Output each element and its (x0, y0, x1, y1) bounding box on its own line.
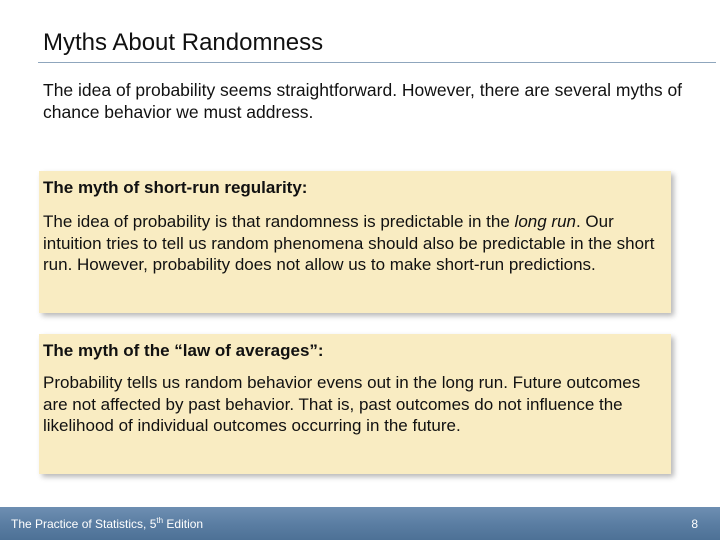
footer-edition-suffix: Edition (163, 517, 204, 531)
slide-title: Myths About Randomness (43, 29, 324, 56)
myth-body-short-run-part1: The idea of probability is that randomness is predictable in the (43, 212, 515, 231)
footer-bar (0, 507, 720, 540)
title-divider (38, 62, 716, 63)
myth-body-short-run-part2: . Our intuition tries to tell us random phenomena should also be predictable in the short run. However, probability does not allow us to make short-run predictions. (43, 212, 655, 274)
myth-box-short-run (39, 171, 671, 313)
myth-heading-short-run: The myth of short-run regularity: (43, 178, 308, 197)
footer-book-title (11, 516, 203, 532)
myth-body-emphasis: long run (514, 212, 576, 231)
page-number: 8 (691, 517, 698, 531)
footer-book-prefix: The Practice of Statistics, 5 (11, 517, 157, 531)
myth-body-short-run (43, 211, 667, 276)
myth-heading-law-of-averages: The myth of the “law of averages”: (43, 341, 324, 360)
footer-edition-sup: th (156, 516, 164, 525)
myth-body-law-of-averages: Probability tells us random behavior evens out in the long run. Future outcomes are not affected by past behavior. That is, past outcomes do not influence the likelihood of individual outcomes occurring in the future. (43, 373, 641, 435)
myth-box-law-of-averages (39, 334, 671, 474)
intro-paragraph: The idea of probability seems straightforward. However, there are several myths of chance behavior we must address. (43, 80, 683, 122)
